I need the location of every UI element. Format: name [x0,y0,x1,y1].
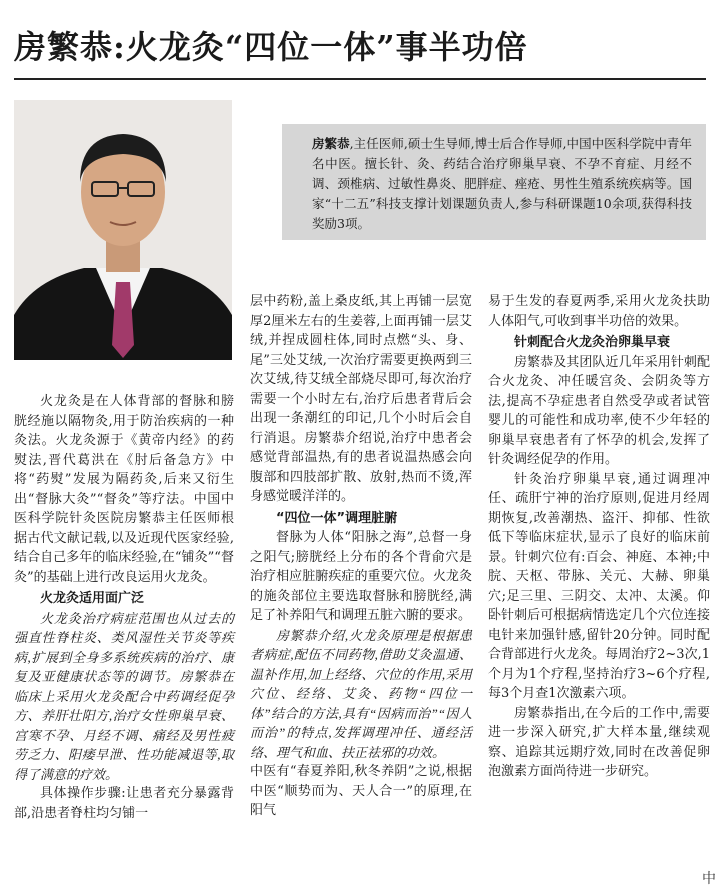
paragraph: 中医有“春夏养阳,秋冬养阴”之说,根据中医“顺势而为、天人合一”的原理,在阳气 [250,764,472,818]
paragraph: 针灸治疗卵巢早衰,通过调理冲任、疏肝宁神的治疗原则,促进月经周期恢复,改善潮热、盗汗、抑郁、性欲低下等临床症状,显示了良好的临床前景。针刺穴位有:百会、神庭、本神;中脘、天枢、带脉、关元、大赫、卵巢穴;足三里、三阴交、太冲、太溪。仰卧针刺后可根据病情选定几个穴位连接电针来加强针感,留针20分钟。同时配合背部进行火龙灸。每周治疗2~3次,1个月为1个疗程,坚持治疗3~6个疗程,每3个月查1次激素六项。 [488,471,710,701]
paragraph: 房繁恭介绍,火龙灸原理是根据患者病症,配伍不同药物,借助艾灸温通、温补作用,加上经络、穴位的作用,采用穴位、经络、艾灸、药物“四位一体”结合的方法,具有“因病而治”“因人而治”的特点,发挥调理冲任、通经活络、理气和血、扶正祛邪的功效。 [250,627,472,760]
paragraph: 易于生发的春夏两季,采用火龙灸扶助人体阳气,可收到事半功倍的效果。 [488,294,710,329]
portrait-illustration [14,100,232,360]
page-corner-mark: 中 [702,871,716,887]
paragraph: 督脉为人体“阳脉之海”,总督一身之阳气;膀胱经上分布的各个背俞穴是治疗相应脏腑疾症的重要穴位。火龙灸的施灸部位主要选取督脉和膀胱经,满足了补养阳气和调理五脏六腑的要求。 [250,530,472,623]
paragraph: 火龙灸是在人体背部的督脉和膀胱经施以隔物灸,用于防治疾病的一种灸法。火龙灸源于《黄帝内经》的药熨法,晋代葛洪在《肘后备急方》中将“药熨”发展为隔药灸,后来又衍生出“督脉大灸”“督灸”等疗法。中国中医科学院针灸医院房繁恭主任医师根据古代文献记载,以及近现代医家经验,结合自己多年的临床经验,在“铺灸”“督灸”的基础上进行改良运用火龙灸。 [14,394,234,585]
paragraph: 房繁恭指出,在今后的工作中,需要进一步深入研究,扩大样本量,继续观察、追踪其远期疗效,同时在改善促卵泡激素方面尚待进一步研究。 [488,705,710,779]
headline-rule [14,78,706,80]
bio-text: ,主任医师,硕士生导师,博士后合作导师,中国中医科学院中青年名中医。擅长针、灸、药结合治疗卵巢早衰、不孕不育症、月经不调、颈椎病、过敏性鼻炎、肥胖症、痤疮、男性生殖系统疾病等。国家“十二五”科技支撑计划课题负责人,参与科研课题10余项,获得科技奖励3项。 [312,136,692,231]
section-heading: “四位一体”调理脏腑 [276,510,398,526]
article-column-1 [14,392,234,823]
bio-name: 房繁恭 [312,136,350,151]
section-heading: 针刺配合火龙灸治卵巢早衰 [514,335,671,350]
paragraph: 层中药粉,盖上桑皮纸,其上再铺一层宽厚2厘米左右的生姜蓉,上面再铺一层艾绒,并捏成圆柱体,同时点燃“头、身、尾”三处艾绒,一次治疗需要更换两到三次艾绒,待艾绒全部烧尽即可,每次治疗需要一个小时左右,治疗后患者背后会出现一条潮红的印记,几个小时后会自行消退。房繁恭介绍说,治疗中患者会感觉背部温热,有的患者说温热感会向腹部和四肢部扩散、放射,热而不烫,浑身感觉暖洋洋的。 [250,294,472,504]
paragraph: 火龙灸治疗病症范围也从过去的强直性脊柱炎、类风湿性关节炎等疾病,扩展到全身多系统疾病的治疗、康复及亚健康状态等的调节。房繁恭在临床上采用火龙灸配合中药调经促孕方、养肝壮阳方,治疗女性卵巢早衰、宫寒不孕、月经不调、痛经及男性疲劳乏力、阳痿早泄、性功能减退等,取得了满意的疗效。 [14,610,234,782]
article-column-2 [250,292,472,821]
paragraph: 房繁恭及其团队近几年采用针刺配合火龙灸、冲任暖宫灸、会阴灸等方法,提高不孕症患者自然受孕或者试管婴儿的可能性和成功率,使不少年轻的卵巢早衰患者有了怀孕的机会,发挥了针灸调经促孕的作用。 [488,354,710,467]
section-heading: 火龙灸适用面广泛 [40,591,145,606]
paragraph: 具体操作步骤:让患者充分暴露背部,沿患者脊柱均匀铺一 [14,786,234,821]
article-column-3 [488,292,710,782]
doctor-bio-box [282,124,706,240]
doctor-portrait [14,100,232,360]
article-headline: 房繁恭:火龙灸“四位一体”事半功倍 [14,28,528,66]
